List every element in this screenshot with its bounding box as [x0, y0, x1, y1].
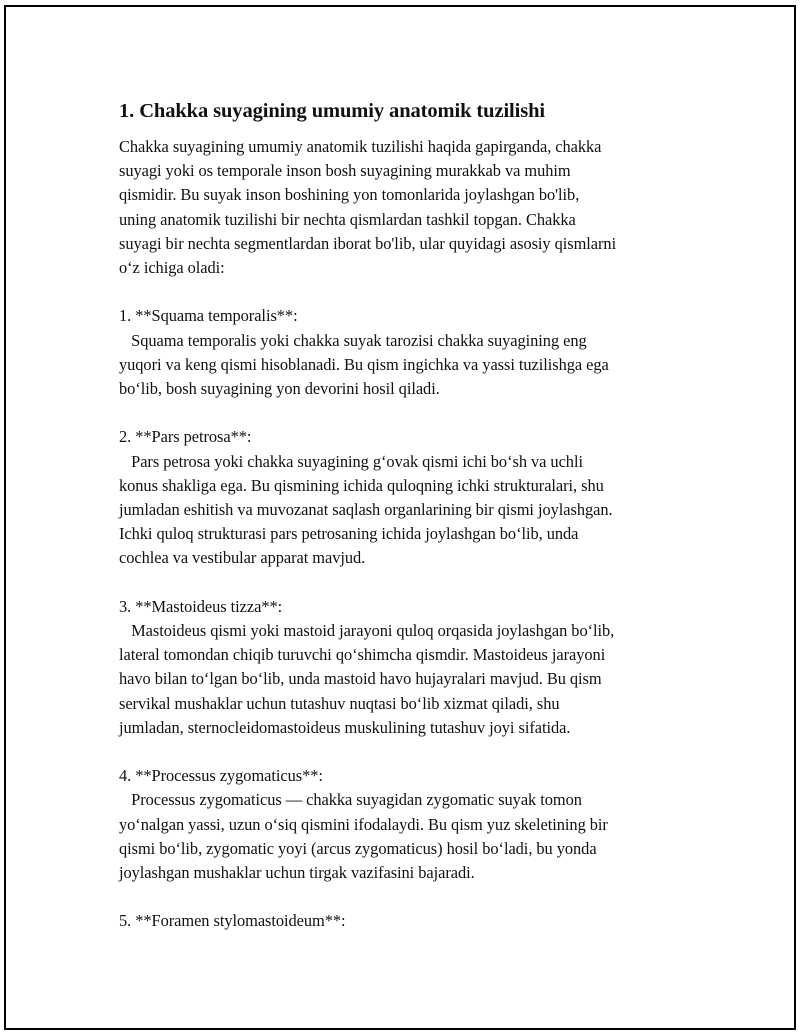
section-line: yuqori va keng qismi hisoblanadi. Bu qism ingichka va yassi tuzilishga ega: [119, 354, 609, 374]
intro-line: suyagi bir nechta segmentlardan iborat bo'lib, ular quyidagi asosiy qismlarni: [119, 233, 617, 253]
blank-line: [119, 885, 694, 909]
intro-line: qismidir. Bu suyak inson boshining yon tomonlarida joylashgan bo'lib,: [119, 185, 580, 205]
section-line: jumladan eshitish va muvozanat saqlash organlarining bir qismi joylashgan.: [119, 500, 613, 520]
section-line: havo bilan to‘lgan bo‘lib, unda mastoid havo hujayralari mavjud. Bu qism: [119, 669, 602, 689]
intro-line: o‘z ichiga oladi:: [119, 258, 225, 278]
section-line: qismi bo‘lib, zygomatic yoyi (arcus zygomaticus) hosil bo‘ladi, bu yonda: [119, 838, 597, 858]
section-line: Pars petrosa yoki chakka suyagining g‘ovak qismi ichi bo‘sh va uchli: [119, 451, 583, 471]
section-title: 4. **Processus zygomaticus**:: [119, 766, 323, 786]
intro-line: suyagi yoki os temporale inson bosh suyagining murakkab va muhim: [119, 161, 571, 181]
section-title: 5. **Foramen stylomastoideum**:: [119, 911, 346, 931]
sections-container: [119, 280, 694, 933]
section-line: Processus zygomaticus — chakka suyagidan zygomatic suyak tomon: [119, 790, 582, 810]
blank-line: [119, 280, 694, 304]
section-line: cochlea va vestibular apparat mavjud.: [119, 548, 366, 568]
section-line: Mastoideus qismi yoki mastoid jarayoni quloq orqasida joylashgan bo‘lib,: [119, 621, 615, 641]
section-line: Squama temporalis yoki chakka suyak tarozisi chakka suyagining eng: [119, 330, 587, 350]
section-line: lateral tomondan chiqib turuvchi qo‘shimcha qismdir. Mastoideus jarayoni: [119, 645, 606, 665]
blank-line: [119, 571, 694, 595]
blank-line: [119, 740, 694, 764]
document-content: [119, 98, 694, 934]
section: [119, 304, 694, 401]
document-heading: 1. Chakka suyagining umumiy anatomik tuzilishi: [119, 100, 546, 122]
section-title: 1. **Squama temporalis**:: [119, 306, 298, 326]
blank-line: [119, 401, 694, 425]
section: [119, 425, 694, 570]
document-page: [4, 5, 796, 1030]
section-line: joylashgan mushaklar uchun tirgak vazifasini bajaradi.: [119, 863, 475, 883]
intro-paragraph: [119, 135, 694, 280]
section-title: 3. **Mastoideus tizza**:: [119, 596, 283, 616]
section-line: konus shakliga ega. Bu qismining ichida quloqning ichki strukturalari, shu: [119, 475, 604, 495]
section-line: jumladan, sternocleidomastoideus muskulining tutashuv joyi sifatida.: [119, 717, 571, 737]
intro-line: uning anatomik tuzilishi bir nechta qismlardan tashkil topgan. Chakka: [119, 209, 576, 229]
section-line: bo‘lib, bosh suyagining yon devorini hosil qiladi.: [119, 379, 440, 399]
section-title: 2. **Pars petrosa**:: [119, 427, 252, 447]
section-line: Ichki quloq strukturasi pars petrosaning ichida joylashgan bo‘lib, unda: [119, 524, 579, 544]
intro-line: Chakka suyagining umumiy anatomik tuzilishi haqida gapirganda, chakka: [119, 137, 602, 156]
section: [119, 909, 694, 933]
section-line: servikal mushaklar uchun tutashuv nuqtasi bo‘lib xizmat qiladi, shu: [119, 693, 560, 713]
section: [119, 595, 694, 740]
section-line: yo‘nalgan yassi, uzun o‘siq qismini ifodalaydi. Bu qism yuz skeletining bir: [119, 814, 608, 834]
section: [119, 764, 694, 885]
